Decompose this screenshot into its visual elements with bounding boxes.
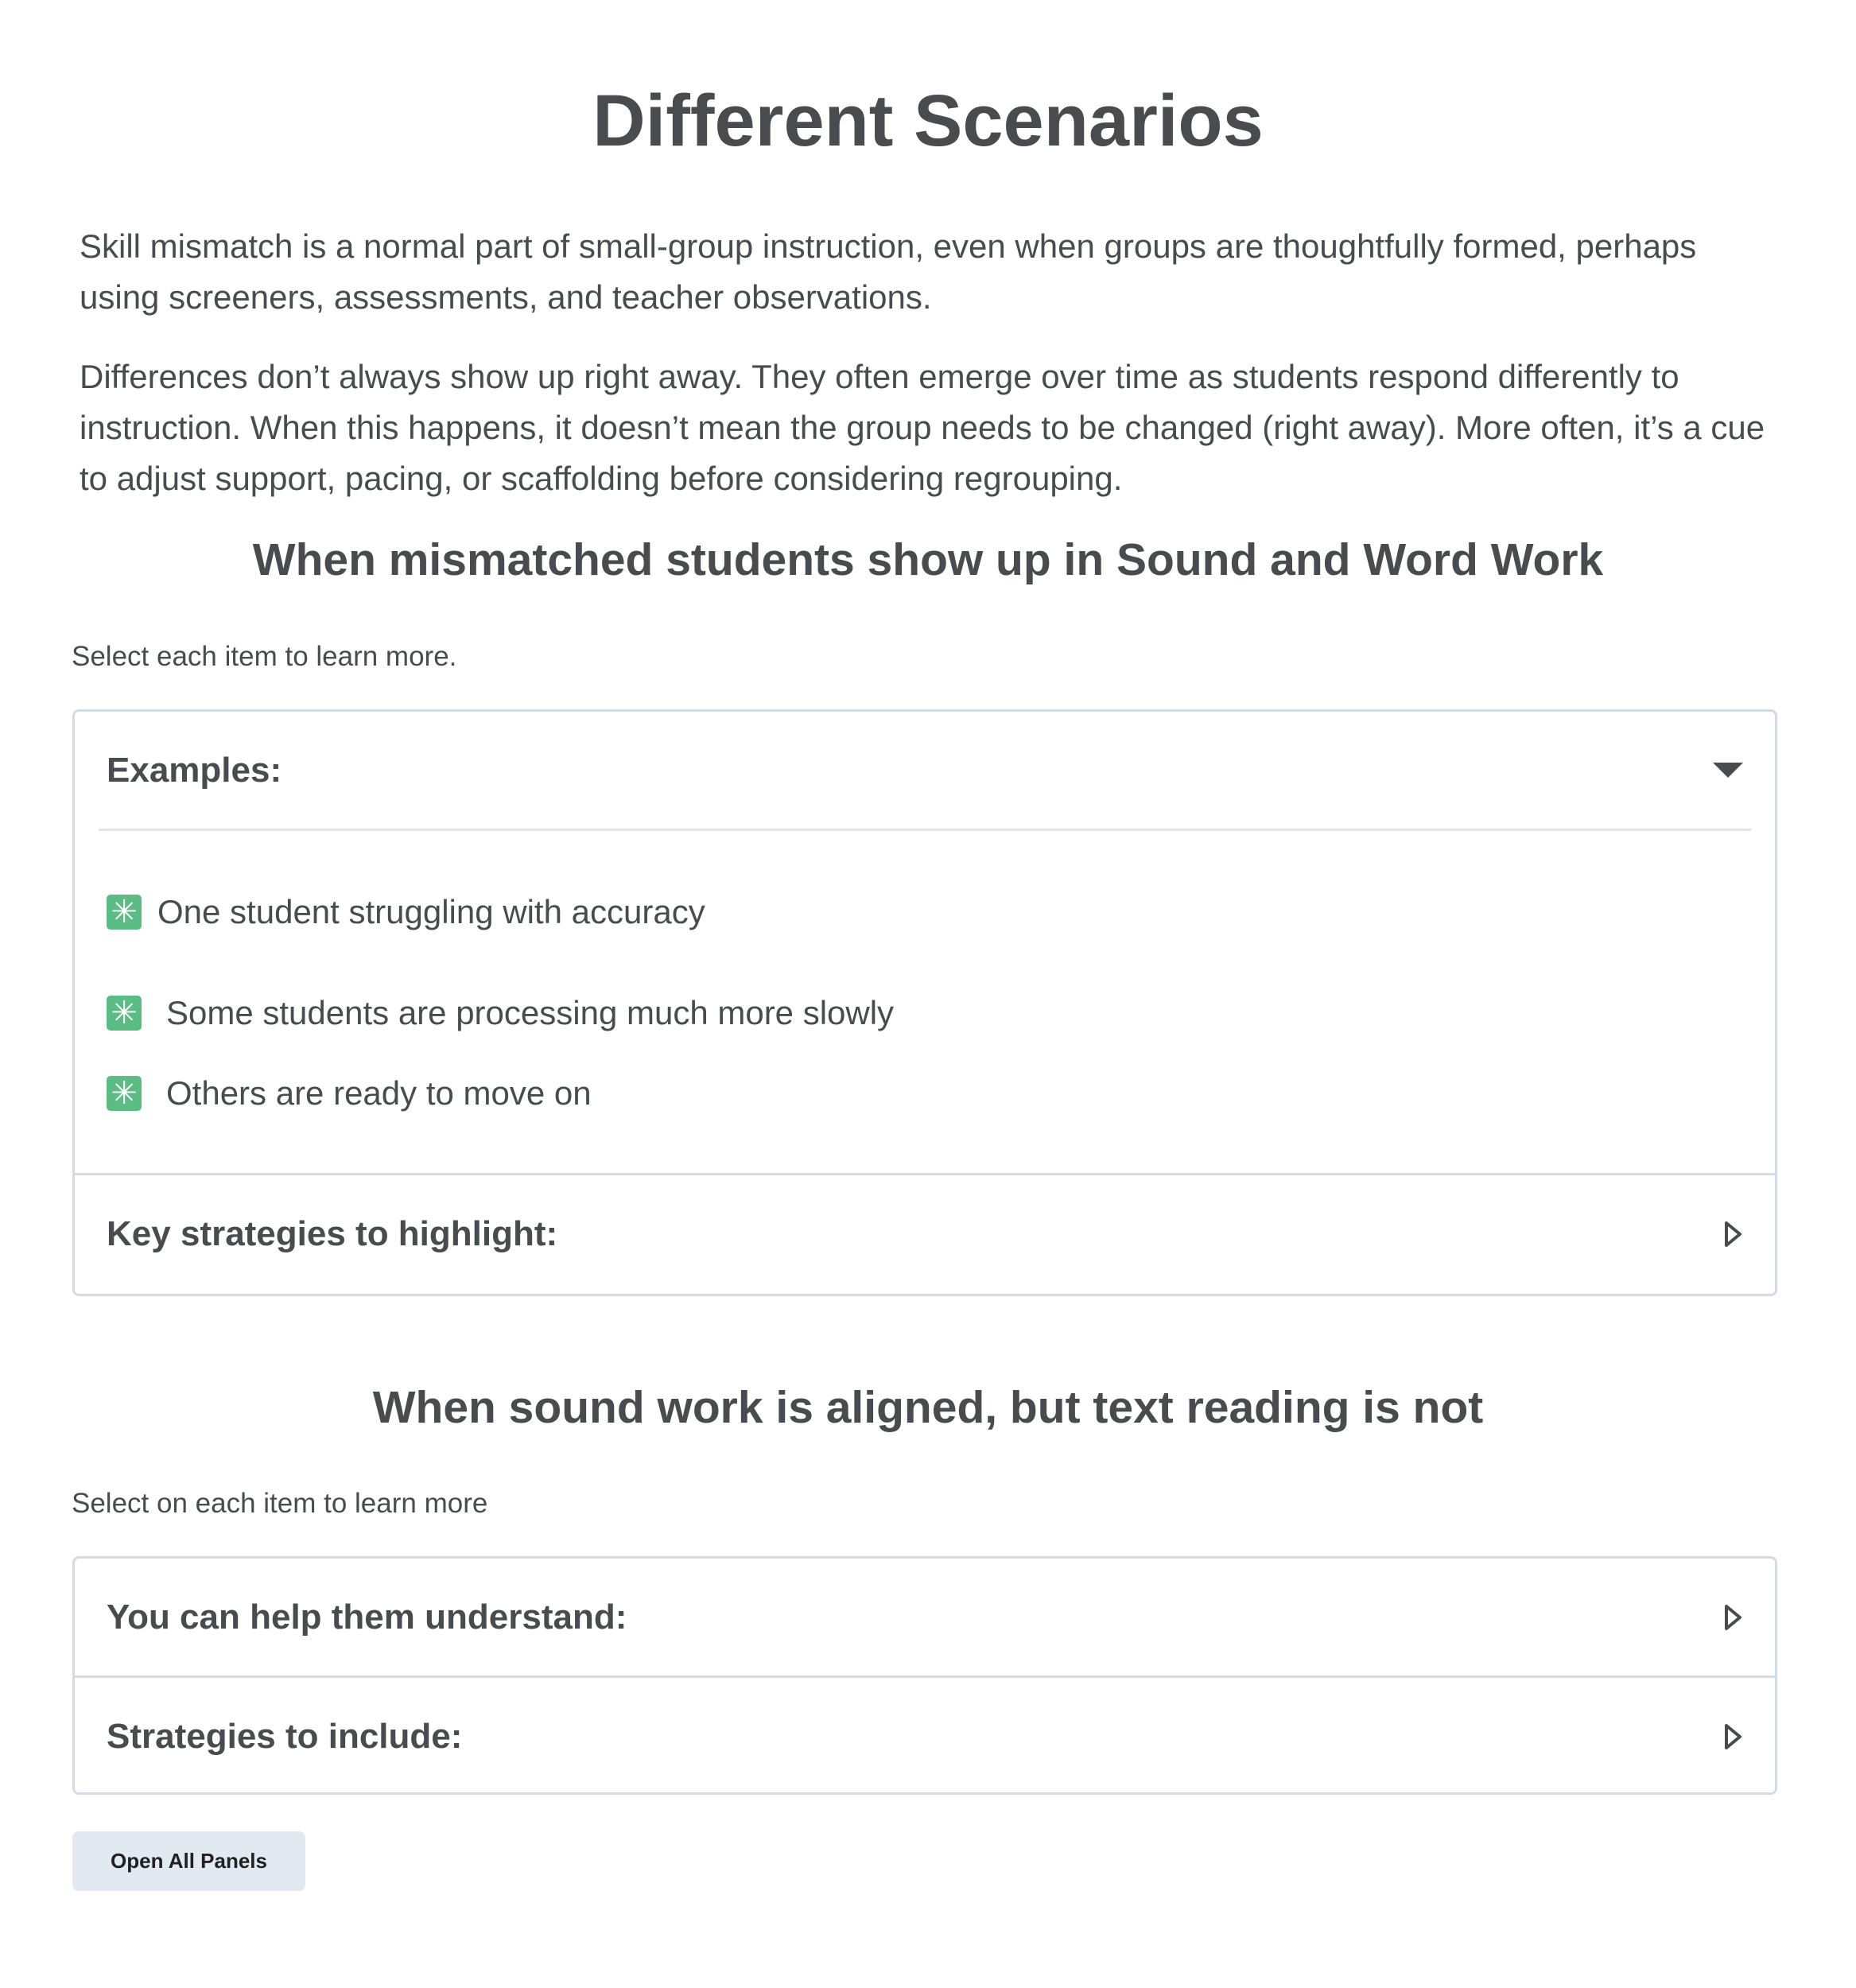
caret-down-icon bbox=[1713, 763, 1743, 778]
accordion bbox=[72, 709, 1777, 1296]
asterisk-icon: ✳ bbox=[107, 1076, 142, 1111]
intro-paragraph: Differences don’t always show up right away. They often emerge over time as students respond differently to instruction. When this happens, it doesn’t mean the group needs to be changed (right away). More often, it’s a cue to adjust support, pacing, or scaffolding before considering regrouping. bbox=[80, 358, 1765, 497]
section-heading: When mismatched students show up in Sound and Word Work bbox=[252, 534, 1604, 585]
accordion-header-key-strategies[interactable] bbox=[75, 1175, 1775, 1292]
accordion-label: Key strategies to highlight: bbox=[107, 1213, 558, 1253]
caret-right-icon bbox=[1724, 1604, 1743, 1631]
instruction-text: Select each item to learn more. bbox=[72, 641, 457, 672]
asterisk-icon: ✳ bbox=[107, 996, 142, 1031]
section-heading: When sound work is aligned, but text reading is not bbox=[372, 1382, 1484, 1433]
accordion-header-examples[interactable] bbox=[75, 712, 1775, 829]
intro-paragraph: Skill mismatch is a normal part of small-group instruction, even when groups are thoughtfully formed, perhaps using screeners, assessments, and teacher observations. bbox=[80, 227, 1697, 316]
list-item-text: Some students are processing much more slowly bbox=[166, 994, 895, 1031]
accordion-header-help-understand[interactable] bbox=[75, 1559, 1775, 1675]
page-title: Different Scenarios bbox=[592, 80, 1264, 161]
caret-right-icon bbox=[1724, 1221, 1743, 1248]
list-item-text: One student struggling with accuracy bbox=[157, 893, 705, 930]
list-item bbox=[107, 1074, 592, 1112]
accordion-header-strategies[interactable] bbox=[75, 1678, 1775, 1795]
asterisk-icon: ✳ bbox=[107, 895, 142, 930]
list-item bbox=[107, 893, 705, 931]
accordion-label: Examples: bbox=[107, 750, 282, 790]
accordion-label: You can help them understand: bbox=[107, 1597, 627, 1637]
accordion bbox=[72, 1556, 1777, 1795]
list-item bbox=[107, 994, 894, 1032]
list-item-text: Others are ready to move on bbox=[166, 1074, 592, 1112]
accordion-label: Strategies to include: bbox=[107, 1716, 463, 1756]
instruction-text: Select on each item to learn more bbox=[72, 1488, 488, 1519]
caret-right-icon bbox=[1724, 1723, 1743, 1750]
open-all-panels-button[interactable]: Open All Panels bbox=[72, 1831, 305, 1891]
accordion-body bbox=[75, 831, 1775, 1173]
